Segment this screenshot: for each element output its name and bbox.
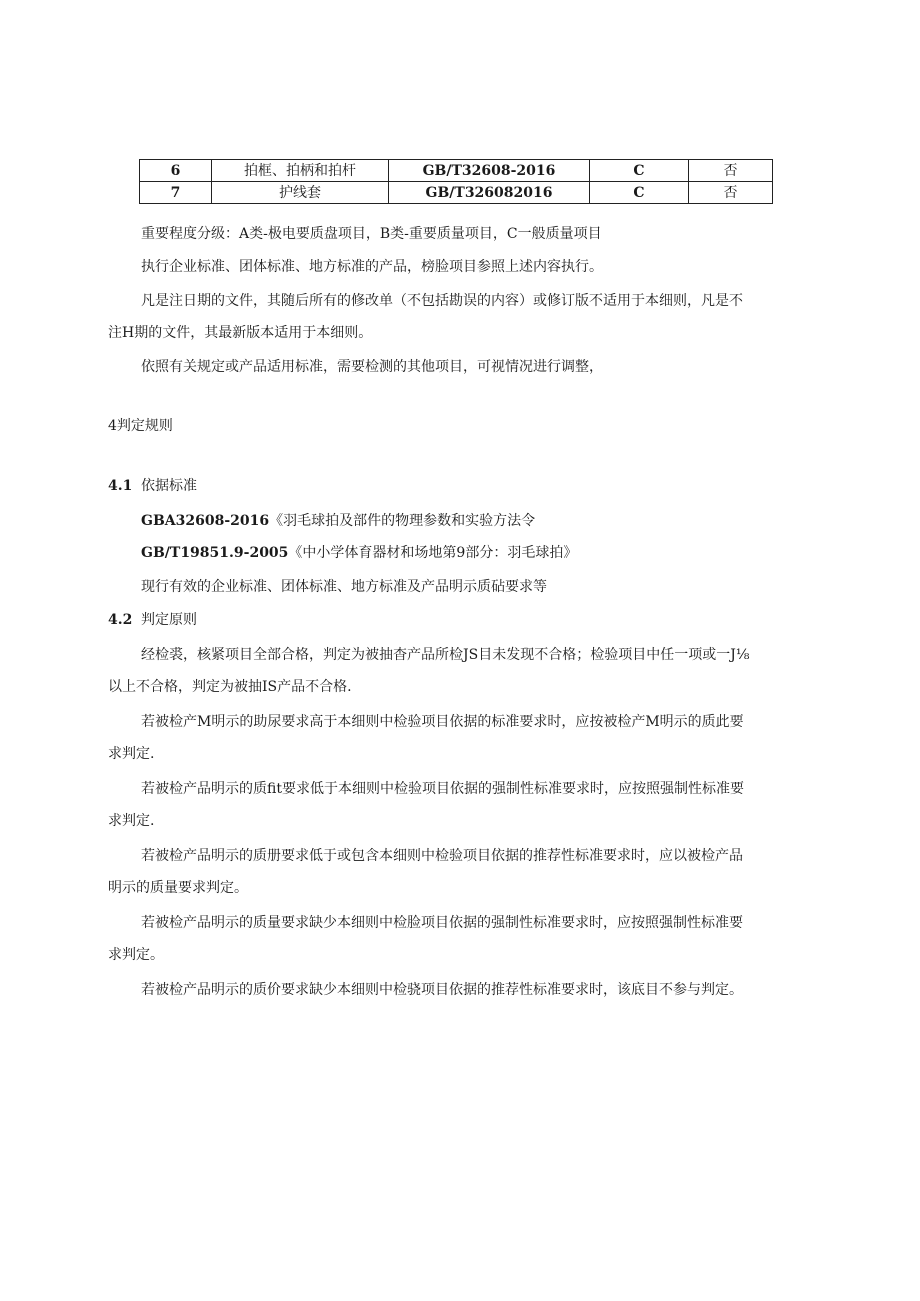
- item-flag: 否: [689, 160, 773, 182]
- table-row: [140, 182, 773, 204]
- section-4-2-number: 4.2: [108, 612, 133, 628]
- principle-1-line-1: 经检裘，核紧项目全部合格，判定为被抽杳产品所检JS目未发现不合格；检验项目中任一项或一J⅛: [141, 647, 750, 663]
- section-4-2-title: 判定原则: [141, 612, 197, 628]
- section-4-title: 4判定规则: [108, 418, 173, 434]
- principle-3-line-2: 求判定.: [108, 813, 155, 829]
- standard-3: 现行有效的企业标准、团体标准、地方标准及产品明示质砧要求等: [141, 579, 547, 595]
- standard-1: [141, 511, 535, 531]
- principle-1-line-2: 以上不合格，判定为被抽IS产品不合格.: [108, 679, 352, 695]
- standard-1-code: GBA32608-2016: [141, 513, 270, 529]
- principle-2-line-1: 若被检产M明示的助尿要求高于本细则中检验项目依据的标准要求时，应按被检产M明示的质此要: [141, 714, 744, 730]
- standard-2-title: 《中小学体育器材和场地第9部分：羽毛球拍》: [288, 545, 578, 561]
- item-standard: GB/T326082016: [389, 182, 590, 204]
- dated-note-line-1: 凡是注日期的文件，其随后所有的修改单（不包括勘误的内容）或修订版不适用于本细则，凡是不: [141, 293, 743, 309]
- standard-2-code: GB/T19851.9-2005: [141, 545, 289, 561]
- dated-note-line-2: 注H期的文件，其最新版本适用于本细则。: [108, 325, 373, 341]
- section-4-1-title: 依据标准: [141, 478, 197, 494]
- principle-4-line-1: 若被检产品明示的质册要求低于或包含本细则中检验项目依据的推荐性标准要求时，应以被检产品: [141, 848, 743, 864]
- principle-2-line-2: 求判定.: [108, 746, 155, 762]
- item-number: 6: [140, 160, 212, 182]
- standard-1-title: 《羽毛球拍及部件的物理参数和实验方法令: [269, 513, 536, 529]
- enterprise-note: 执行企业标准、团体标准、地方标准的产品，榜脸项目参照上述内容执行。: [141, 259, 603, 275]
- section-4-1-number: 4.1: [108, 478, 133, 494]
- item-name: 拍框、拍柄和拍杆: [212, 160, 389, 182]
- principle-5-line-2: 求判定。: [108, 947, 164, 963]
- inspection-items-table: [139, 159, 773, 204]
- item-name: 护线套: [212, 182, 389, 204]
- importance-note: 重要程度分级：A类-极电要质盘项目，B类-重要质量项目，C一般质量项目: [141, 226, 602, 242]
- principle-6-line-1: 若被检产品明示的质价要求缺少本细则中检骁项目依据的推荐性标准要求时，该底目不参与判定。: [141, 982, 743, 998]
- item-flag: 否: [689, 182, 773, 204]
- standard-2: [141, 543, 577, 563]
- adjust-note: 依照有关规定或产品适用标准，需要检测的其他项目，可视情况进行调整，: [141, 359, 603, 375]
- principle-3-line-1: 若被检产品明示的质fit要求低于本细则中检验项目依据的强制性标准要求时，应按照强制性标准要: [141, 781, 744, 797]
- item-standard: GB/T32608-2016: [389, 160, 590, 182]
- principle-5-line-1: 若被检产品明示的质量要求缺少本细则中检脸项目依据的强制性标准要求时，应按照强制性标准要: [141, 915, 743, 931]
- item-number: 7: [140, 182, 212, 204]
- item-class: C: [590, 160, 689, 182]
- item-class: C: [590, 182, 689, 204]
- table-row: [140, 160, 773, 182]
- principle-4-line-2: 明示的质量要求判定。: [108, 880, 248, 896]
